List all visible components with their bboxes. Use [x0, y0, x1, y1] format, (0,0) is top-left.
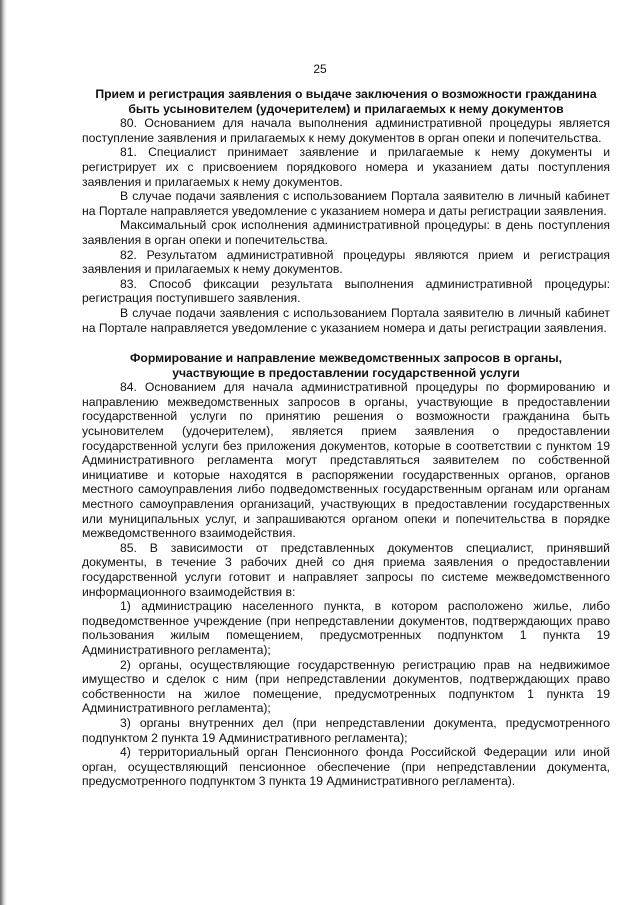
paragraph-80: 80. Основанием для начала выполнения административной процедуры является поступление заявления и прилагаемых к нему документов в орган опеки и попечительства. — [82, 116, 610, 145]
list-item-1: 1) администрацию населенного пункта, в котором расположено жилье, либо подведомственное учреждение (при непредставлении документов, подтверждающих право пользования жилым помещением, предусмотренных подпунктом 1 пункта 19 Административного регламента); — [82, 599, 610, 657]
section-heading — [82, 87, 610, 116]
paragraph-max-term: Максимальный срок исполнения административной процедуры: в день поступления заявления в орган опеки и попечительства. — [82, 218, 610, 247]
section-heading-line-2: быть усыновителем (удочерителем) и прилагаемых к нему документов — [128, 101, 564, 116]
section-heading — [82, 351, 610, 380]
document-body — [82, 87, 610, 789]
paragraph-84: 84. Основанием для начала административной процедуры по формированию и направлению межведомственных запросов в органы, участвующие в предоставлении государственной услуги по принятию решения о возможности гражданина быть усыновителем (удочерителем), является прием заявления о предоставлении государственной услуги без приложения документов, которые в соответствии с пунктом 19 Административного регламента могут представляться заявителем по собственной инициативе и которые находятся в распоряжении государственных органов, органов местного самоуправления либо подведомственных государственным органам или органам местного самоуправления организаций, участвующих в предоставлении государственных или муниципальных услуг, и запрашиваются органом опеки и попечительства в порядке межведомственного взаимодействия. — [82, 380, 610, 541]
list-item-4: 4) территориальный орган Пенсионного фонда Российской Федерации или иной орган, осуществляющий пенсионное обеспечение (при непредставлении документа, предусмотренного подпунктом 3 пункта 19 Административного регламента). — [82, 745, 610, 789]
page-number: 25 — [313, 62, 327, 76]
list-item-3: 3) органы внутренних дел (при непредставлении документа, предусмотренного подпунктом 2 пункта 19 Административного регламента); — [82, 715, 610, 745]
section-reception-registration — [82, 87, 610, 335]
paragraph-portal-notice: В случае подачи заявления с использованием Портала заявителю в личный кабинет на Портале направляется уведомление с указанием номера и даты регистрации заявления. — [82, 189, 610, 218]
paragraph-82: 82. Результатом административной процедуры являются прием и регистрация заявления и прилагаемых к нему документов. — [82, 247, 610, 277]
section-heading-line-2: участвующие в предоставлении государственной услуги — [172, 365, 520, 380]
paragraph-83: 83. Способ фиксации результата выполнения административной процедуры: регистрация поступившего заявления. — [82, 276, 610, 306]
scan-shadow-edge — [0, 0, 7, 905]
paragraph-85: 85. В зависимости от представленных документов специалист, принявший документы, в течение 3 рабочих дней со дня приема заявления о предоставлении государственной услуги готовит и направляет запросы по системе межведомственного информационного взаимодействия в: — [82, 540, 610, 599]
section-heading-line-1: Прием и регистрация заявления о выдаче заключения о возможности гражданина — [95, 87, 597, 101]
list-item-2: 2) органы, осуществляющие государственную регистрацию прав на недвижимое имущество и сделок с ним (при непредставлении документов, подтверждающих право собственности на жилое помещение, предусмотренных подпунктом 1 пункта 19 Административного регламента); — [82, 657, 610, 716]
paragraph-portal-notice-2: В случае подачи заявления с использованием Портала заявителю в личный кабинет на Портале направляется уведомление с указанием номера и даты регистрации заявления. — [82, 305, 610, 335]
section-heading-line-1: Формирование и направление межведомственных запросов в органы, — [129, 351, 563, 366]
section-interagency-requests — [82, 351, 610, 789]
paragraph-81: 81. Специалист принимает заявление и прилагаемые к нему документы и регистрирует их с присвоением порядкового номера и указанием даты поступления заявления и прилагаемых к нему документов. — [82, 145, 610, 189]
